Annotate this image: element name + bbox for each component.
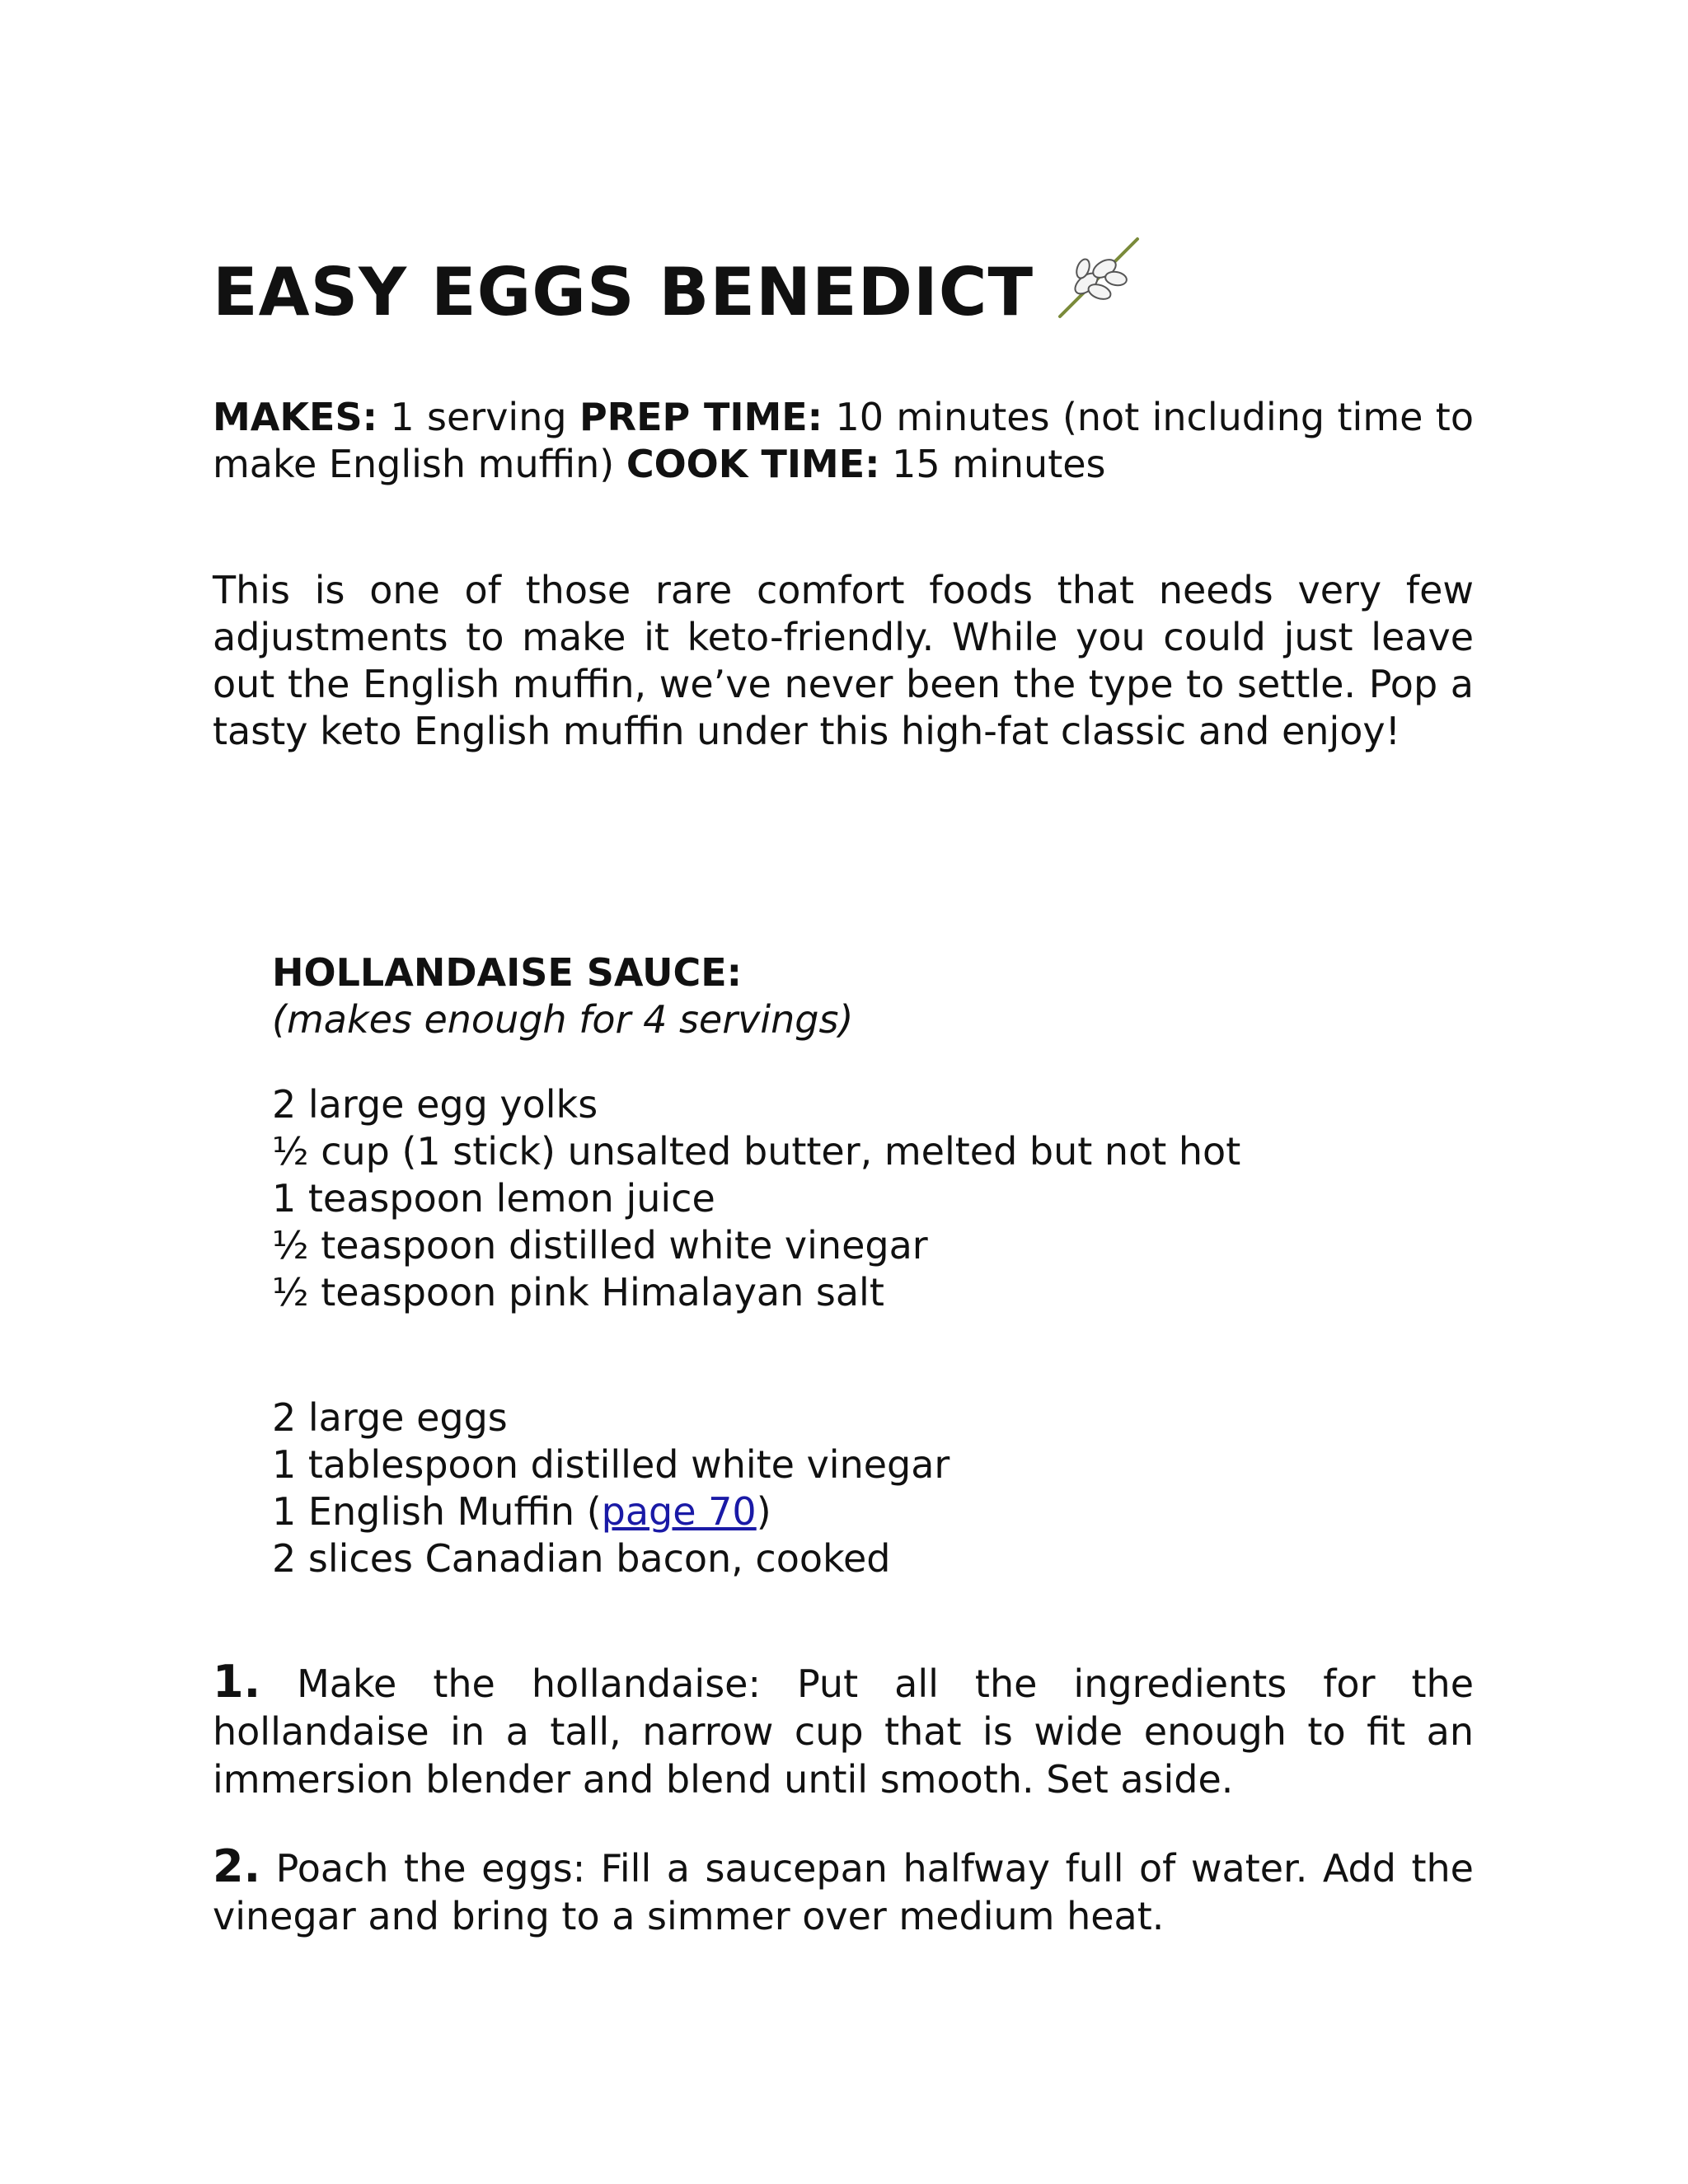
list-item-muffin <box>272 1488 950 1535</box>
makes-value: 1 serving <box>377 395 579 439</box>
makes-label: MAKES: <box>213 395 377 439</box>
cook-label: COOK TIME: <box>626 442 880 486</box>
cook-value: 15 minutes <box>879 442 1106 486</box>
herb-sprig-icon <box>1053 232 1144 323</box>
main-ingredient-list <box>272 1394 950 1582</box>
muffin-suffix: ) <box>756 1489 771 1534</box>
list-item: 2 large eggs <box>272 1395 508 1440</box>
step-1 <box>213 1658 1474 1803</box>
list-item: ½ teaspoon distilled white vinegar <box>272 1223 928 1268</box>
recipe-meta <box>213 394 1474 488</box>
recipe-title: EASY EGGS BENEDICT <box>213 254 1034 330</box>
sauce-ingredient-list <box>272 1081 1240 1316</box>
prep-value: 10 minutes (not including time to make English muffin) <box>213 395 1474 486</box>
page-link[interactable]: page 70 <box>601 1489 757 1534</box>
step-number: 1. <box>213 1656 261 1708</box>
list-item: ½ teaspoon pink Himalayan salt <box>272 1270 884 1315</box>
sauce-note: (makes enough for 4 servings) <box>272 997 854 1042</box>
sauce-heading: HOLLANDAISE SAUCE: <box>272 950 743 995</box>
step-number: 2. <box>213 1840 261 1892</box>
title-row <box>213 247 1144 338</box>
sauce-heading-block <box>272 949 853 1043</box>
list-item: 2 large egg yolks <box>272 1082 598 1127</box>
list-item: 2 slices Canadian bacon, cooked <box>272 1536 891 1581</box>
list-item: ½ cup (1 stick) unsalted butter, melted but not hot <box>272 1129 1241 1174</box>
muffin-prefix: 1 English Muffin ( <box>272 1489 602 1534</box>
recipe-intro: This is one of those rare comfort foods that needs very few adjustments to make it keto-friendly. While you could just leave out the English muffin, we’ve never been the type to settle. Pop a tasty keto English muffin under this high-fat classic and enjoy! <box>213 568 1474 753</box>
prep-label: PREP TIME: <box>579 395 823 439</box>
step-text: Poach the eggs: Fill a saucepan halfway full of water. Add the vinegar and bring to a simmer over medium heat. <box>213 1846 1474 1938</box>
list-item: 1 tablespoon distilled white vinegar <box>272 1442 950 1487</box>
step-2 <box>213 1840 1474 1940</box>
step-text: Make the hollandaise: Put all the ingredients for the hollandaise in a tall, narrow cup that is wide enough to fit an immersion blender and blend until smooth. Set aside. <box>213 1661 1474 1802</box>
list-item: 1 teaspoon lemon juice <box>272 1176 715 1221</box>
